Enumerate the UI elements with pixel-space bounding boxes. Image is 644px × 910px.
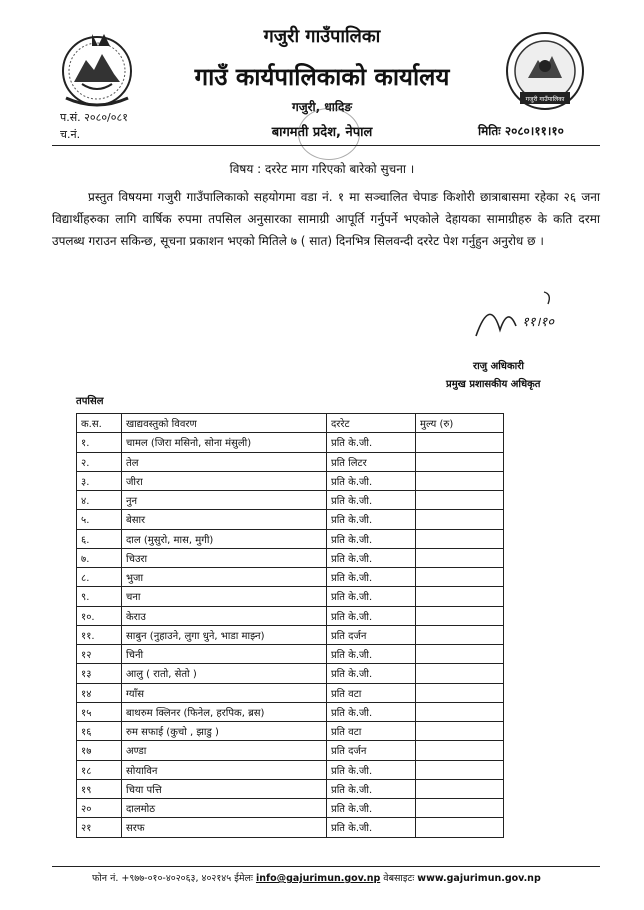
table-row: [77, 702, 504, 721]
signatory-name: राजु अधिकारी: [473, 361, 524, 372]
row-item: सोयाविन: [122, 760, 327, 779]
row-serial: १६: [77, 722, 122, 741]
footer-phone: फोन नं. +९७७-०१०-४०२०६३, ४०२१४५: [92, 873, 232, 884]
table-row: [77, 722, 504, 741]
row-serial: १७: [77, 741, 122, 760]
row-rate: प्रति के.जी.: [327, 510, 416, 529]
row-serial: १४: [77, 683, 122, 702]
row-price: [416, 799, 504, 818]
table-row: [77, 606, 504, 625]
row-item: बेसार: [122, 510, 327, 529]
row-price: [416, 818, 504, 837]
row-rate: प्रति दर्जन: [327, 625, 416, 644]
row-rate: प्रति के.जी.: [327, 702, 416, 721]
office-stamp: [298, 108, 360, 160]
office-place: गजुरी, धादिङ: [291, 100, 353, 114]
tapsil-label: तपसिल: [76, 396, 104, 407]
row-item: अण्डा: [122, 741, 327, 760]
row-price: [416, 452, 504, 471]
row-rate: प्रति के.जी.: [327, 471, 416, 490]
signatory-designation: प्रमुख प्रशासकीय अधिकृत: [446, 379, 541, 390]
footer-divider: [52, 866, 600, 867]
table-row: [77, 529, 504, 548]
row-serial: ३.: [77, 471, 122, 490]
table-row: [77, 799, 504, 818]
row-serial: ११.: [77, 625, 122, 644]
row-price: [416, 683, 504, 702]
table-row: [77, 510, 504, 529]
row-price: [416, 529, 504, 548]
footer-website-label: वेबसाइटः: [383, 873, 415, 884]
table-row: [77, 568, 504, 587]
signature-date: ११।१०: [522, 315, 554, 330]
footer-email-link[interactable]: info@gajurimun.gov.np: [255, 873, 381, 884]
header-divider: [52, 145, 600, 146]
row-item: रुम सफाई (कुचो , झाडु ): [122, 722, 327, 741]
row-serial: ५.: [77, 510, 122, 529]
row-item: साबुन (नुहाउने, लुगा धुने, भाडा माझ्न): [122, 625, 327, 644]
row-rate: प्रति लिटर: [327, 452, 416, 471]
row-item: चना: [122, 587, 327, 606]
row-serial: १०.: [77, 606, 122, 625]
table-row: [77, 471, 504, 490]
row-item: दाल (मुसुरो, मास, मुगी): [122, 529, 327, 548]
row-rate: प्रति के.जी.: [327, 779, 416, 798]
footer-email-label: ईमेलः: [234, 873, 253, 884]
row-serial: १९: [77, 779, 122, 798]
row-rate: प्रति के.जी.: [327, 760, 416, 779]
row-item: तेल: [122, 452, 327, 471]
table-row: [77, 818, 504, 837]
row-price: [416, 779, 504, 798]
row-rate: प्रति के.जी.: [327, 433, 416, 452]
row-serial: २०: [77, 799, 122, 818]
row-serial: १३: [77, 664, 122, 683]
row-price: [416, 741, 504, 760]
fiscal-year: प.सं. २०८०/०८१: [60, 111, 128, 124]
reference-number: च.नं.: [60, 128, 81, 141]
row-item: चिनी: [122, 645, 327, 664]
row-serial: १.: [77, 433, 122, 452]
row-serial: ७.: [77, 548, 122, 567]
header-rate: दररेट: [327, 414, 416, 433]
header-price: मुल्य (रु): [416, 414, 504, 433]
row-price: [416, 664, 504, 683]
row-rate: प्रति के.जी.: [327, 529, 416, 548]
row-rate: प्रति के.जी.: [327, 568, 416, 587]
table-row: [77, 664, 504, 683]
footer-website-link[interactable]: www.gajurimun.gov.np: [417, 873, 541, 884]
items-table: [76, 413, 504, 838]
row-item: सरफ: [122, 818, 327, 837]
row-rate: प्रति के.जी.: [327, 818, 416, 837]
row-rate: प्रति के.जी.: [327, 587, 416, 606]
row-rate: प्रति के.जी.: [327, 645, 416, 664]
row-rate: प्रति के.जी.: [327, 606, 416, 625]
office-title: गाउँ कार्यपालिकाको कार्यालय: [194, 63, 450, 91]
row-serial: ४.: [77, 491, 122, 510]
table-header-row: [77, 414, 504, 433]
row-item: चिउरा: [122, 548, 327, 567]
table-row: [77, 683, 504, 702]
row-serial: १५: [77, 702, 122, 721]
row-price: [416, 433, 504, 452]
row-price: [416, 702, 504, 721]
row-price: [416, 645, 504, 664]
row-item: केराउ: [122, 606, 327, 625]
table-row: [77, 779, 504, 798]
row-item: बाथरुम क्लिनर (फिनेल, हरपिक, ब्रस): [122, 702, 327, 721]
letter-subject: विषय : दररेट माग गरिएको बारेको सुचना ।: [229, 162, 415, 176]
row-item: चामल (जिरा मसिनो, सोना मंसुली): [122, 433, 327, 452]
row-rate: प्रति के.जी.: [327, 664, 416, 683]
row-rate: प्रति दर्जन: [327, 741, 416, 760]
svg-text:गजुरी गाउँपालिका: गजुरी गाउँपालिका: [525, 96, 565, 103]
row-item: दालमोठ: [122, 799, 327, 818]
row-price: [416, 471, 504, 490]
table-row: [77, 587, 504, 606]
row-price: [416, 760, 504, 779]
office-province: बागमती प्रदेश, नेपाल: [271, 125, 373, 140]
row-serial: ६.: [77, 529, 122, 548]
municipality-title: गजुरी गाउँपालिका: [263, 26, 381, 47]
row-item: जीरा: [122, 471, 327, 490]
row-rate: प्रति वटा: [327, 683, 416, 702]
footer-contact: [92, 871, 541, 884]
row-rate: प्रति के.जी.: [327, 548, 416, 567]
row-rate: प्रति वटा: [327, 722, 416, 741]
row-item: आलु ( रातो, सेतो ): [122, 664, 327, 683]
row-rate: प्रति के.जी.: [327, 491, 416, 510]
row-price: [416, 491, 504, 510]
row-price: [416, 510, 504, 529]
table-row: [77, 491, 504, 510]
row-serial: १८: [77, 760, 122, 779]
table-row: [77, 645, 504, 664]
letter-date: मितिः २०८०।११।१०: [478, 124, 564, 138]
row-serial: १२: [77, 645, 122, 664]
letter-body: प्रस्तुत विषयमा गजुरी गाउँपालिकाको सहयोगमा वडा नं. १ मा सञ्चालित चेपाङ किशोरी छात्राबासमा रहेका २६ जना विद्यार्थीहरुका लागि वार्षिक रुपमा तपसिल अनुसारका सामाग्री आपूर्ति गर्नुपर्ने भएकोले देहायका सामाग्रीहरु के कति दरमा उपलब्ध गराउन सकिन्छ, सूचना प्रकाशन भएको मितिले ७ ( सात) दिनभित्र सिलवन्दी दररेट पेश गर्नुहुन अनुरोध छ ।: [52, 190, 600, 248]
table-row: [77, 433, 504, 452]
row-price: [416, 548, 504, 567]
row-serial: ९.: [77, 587, 122, 606]
row-rate: प्रति के.जी.: [327, 799, 416, 818]
row-price: [416, 606, 504, 625]
table-row: [77, 760, 504, 779]
header-item: खाद्यवस्तुको विवरण: [122, 414, 327, 433]
table-row: [77, 625, 504, 644]
row-item: नुन: [122, 491, 327, 510]
row-price: [416, 568, 504, 587]
table-row: [77, 548, 504, 567]
table-row: [77, 452, 504, 471]
header-serial: क.स.: [77, 414, 122, 433]
row-serial: २.: [77, 452, 122, 471]
row-serial: ८.: [77, 568, 122, 587]
table-row: [77, 741, 504, 760]
row-price: [416, 722, 504, 741]
row-item: भुजा: [122, 568, 327, 587]
row-price: [416, 587, 504, 606]
row-item: चिया पत्ति: [122, 779, 327, 798]
row-serial: २१: [77, 818, 122, 837]
row-item: ग्याँस: [122, 683, 327, 702]
row-price: [416, 625, 504, 644]
